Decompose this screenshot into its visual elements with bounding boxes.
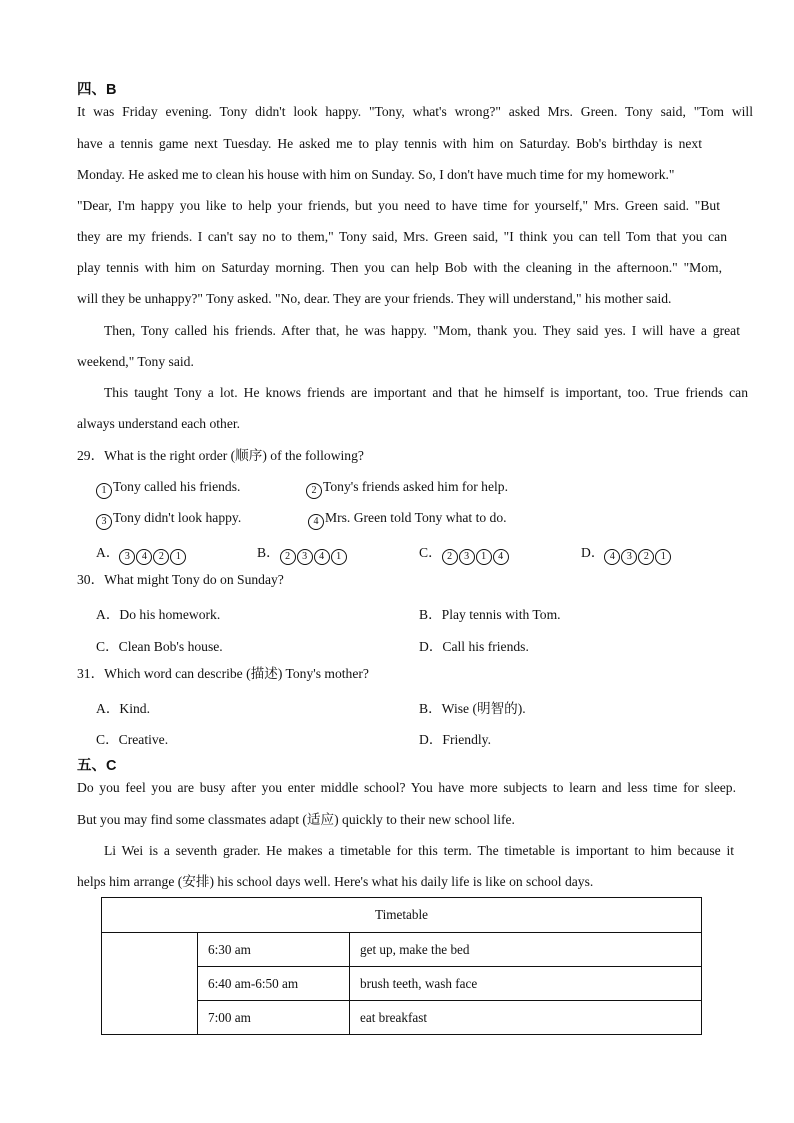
q29-option-c[interactable] (419, 541, 510, 565)
circled-number: 1 (331, 549, 347, 565)
circled-number: 4 (314, 549, 330, 565)
circled-number: 1 (170, 549, 186, 565)
passage-line: This taught Tony a lot. He knows friends are important and that he himself is important, too. True friends can (104, 385, 748, 400)
question-29: 29．What is the right order (顺序) of the following? (77, 448, 364, 463)
circled-number: 2 (638, 549, 654, 565)
q29-item-3 (96, 510, 241, 530)
q29-item-text: Tony called his friends. (113, 479, 241, 494)
passage-line: play tennis with him on Saturday morning. Then you can help Bob with the cleaning in the afternoon." "Mom, (77, 260, 722, 275)
circled-number: 3 (96, 514, 112, 530)
passage-line: "Dear, I'm happy you like to help your friends, but you need to have time for yourself," Mrs. Green said. "But (77, 198, 720, 213)
circled-number: 4 (604, 549, 620, 565)
section-heading-5: 五、C (77, 758, 117, 774)
circled-number: 4 (493, 549, 509, 565)
question-30: 30．What might Tony do on Sunday? (77, 572, 284, 587)
passage-line: have a tennis game next Tuesday. He asked me to play tennis with him on Saturday. Bob's birthday is next (77, 136, 702, 151)
q31-option-c[interactable]: C．Creative. (96, 732, 169, 747)
question-31: 31．Which word can describe (描述) Tony's mother? (77, 666, 369, 681)
q29-item-2 (306, 479, 508, 499)
passage-line: helps him arrange (安排) his school days well. Here's what his daily life is like on school days. (77, 874, 594, 889)
option-letter: D． (581, 545, 605, 560)
table-row (102, 933, 702, 967)
passage-line: they are my friends. I can't say no to them," Tony said, Mrs. Green said, "I think you can tell Tom that you can (77, 229, 727, 244)
passage-line: But you may find some classmates adapt (适应) quickly to their new school life. (77, 812, 515, 827)
table-cell-time: 7:00 am (198, 1001, 350, 1035)
passage-line: Do you feel you are busy after you enter middle school? You have more subjects to learn and less time for sleep. (77, 780, 736, 795)
circled-number: 1 (476, 549, 492, 565)
timetable (101, 897, 702, 1035)
q31-option-d[interactable]: D．Friendly. (419, 732, 491, 747)
circled-number: 3 (621, 549, 637, 565)
circled-number: 2 (306, 483, 322, 499)
passage-line: Monday. He asked me to clean his house with him on Sunday. So, I don't have much time for my homework." (77, 167, 675, 182)
circled-number: 2 (153, 549, 169, 565)
circled-number: 4 (136, 549, 152, 565)
q31-option-b[interactable]: B．Wise (明智的). (419, 701, 526, 716)
circled-number: 1 (96, 483, 112, 499)
circled-number: 2 (442, 549, 458, 565)
passage-line: weekend," Tony said. (77, 354, 194, 369)
timetable-title: Timetable (102, 898, 702, 933)
table-cell-activity: eat breakfast (350, 1001, 702, 1035)
table-cell-time: 6:40 am-6:50 am (198, 967, 350, 1001)
circled-number: 3 (459, 549, 475, 565)
passage-line: will they be unhappy?" Tony asked. "No, dear. They are your friends. They will understand," his mother said. (77, 291, 672, 306)
passage-line: Li Wei is a seventh grader. He makes a timetable for this term. The timetable is important to him because it (104, 843, 734, 858)
q30-option-d[interactable]: D．Call his friends. (419, 639, 529, 654)
q29-item-text: Tony's friends asked him for help. (323, 479, 508, 494)
option-letter: A． (96, 545, 120, 560)
q29-item-text: Tony didn't look happy. (113, 510, 242, 525)
passage-line: Then, Tony called his friends. After that, he was happy. "Mom, thank you. They said yes. I will have a great (104, 323, 740, 338)
option-letter: B． (257, 545, 280, 560)
circled-number: 3 (119, 549, 135, 565)
table-cell-activity: brush teeth, wash face (350, 967, 702, 1001)
q31-option-a[interactable]: A．Kind. (96, 701, 150, 716)
q29-option-a[interactable] (96, 541, 187, 565)
section-heading-4: 四、B (77, 82, 117, 98)
circled-number: 1 (655, 549, 671, 565)
option-letter: C． (419, 545, 442, 560)
q29-option-d[interactable] (581, 541, 672, 565)
q30-option-c[interactable]: C．Clean Bob's house. (96, 639, 223, 654)
table-cell-time: 6:30 am (198, 933, 350, 967)
circled-number: 4 (308, 514, 324, 530)
circled-number: 2 (280, 549, 296, 565)
table-cell-empty (102, 933, 198, 1035)
q29-item-4 (308, 510, 507, 530)
passage-line: always understand each other. (77, 416, 241, 431)
q29-item-text: Mrs. Green told Tony what to do. (325, 510, 507, 525)
q29-item-1 (96, 479, 240, 499)
circled-number: 3 (297, 549, 313, 565)
table-cell-activity: get up, make the bed (350, 933, 702, 967)
q30-option-a[interactable]: A．Do his homework. (96, 607, 221, 622)
q30-option-b[interactable]: B．Play tennis with Tom. (419, 607, 561, 622)
passage-line: It was Friday evening. Tony didn't look happy. "Tony, what's wrong?" asked Mrs. Green. Tony said, "Tom will (77, 104, 753, 119)
q29-option-b[interactable] (257, 541, 348, 565)
